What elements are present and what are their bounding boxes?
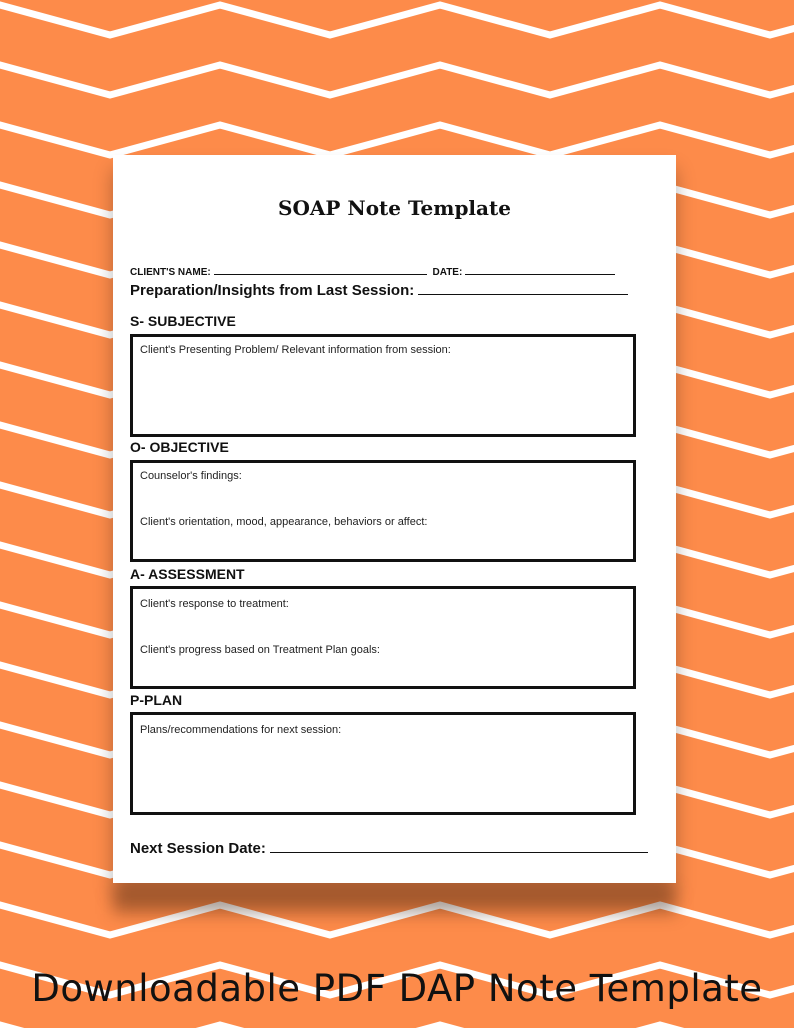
chevron-stripe	[0, 65, 794, 95]
assessment-heading: A- ASSESSMENT	[130, 566, 245, 582]
subjective-heading: S- SUBJECTIVE	[130, 313, 236, 329]
assessment-prompt-response: Client's response to treatment:	[140, 598, 289, 610]
assessment-prompt-progress: Client's progress based on Treatment Plan goals:	[140, 644, 380, 656]
subjective-box	[130, 334, 636, 437]
document-page	[113, 155, 676, 883]
next-session-blank	[270, 839, 648, 853]
plan-heading: P-PLAN	[130, 692, 183, 708]
subjective-prompt: Client's Presenting Problem/ Relevant information from session:	[140, 344, 451, 356]
preparation-label: Preparation/Insights from Last Session:	[130, 282, 415, 299]
document-title: SOAP Note Template	[278, 196, 511, 220]
chevron-stripe	[0, 125, 794, 155]
plan-prompt: Plans/recommendations for next session:	[140, 724, 342, 736]
paper-shadow	[113, 888, 676, 914]
date-label: DATE:	[432, 267, 463, 278]
objective-prompt-orientation: Client's orientation, mood, appearance, behaviors or affect:	[140, 516, 428, 528]
next-session-line	[130, 839, 648, 857]
objective-prompt-findings: Counselor's findings:	[140, 470, 242, 482]
preparation-blank	[418, 281, 628, 295]
chevron-stripe	[0, 5, 794, 35]
date-blank	[465, 265, 615, 275]
next-session-label: Next Session Date:	[130, 840, 266, 857]
preparation-line	[130, 281, 628, 299]
client-name-label: CLIENT'S NAME:	[130, 267, 211, 278]
client-name-blank	[214, 265, 427, 275]
objective-heading: O- OBJECTIVE	[130, 439, 229, 455]
objective-box	[130, 460, 636, 562]
client-info-line	[130, 265, 618, 278]
plan-box	[130, 712, 636, 815]
assessment-box	[130, 586, 636, 689]
caption-text: Downloadable PDF DAP Note Template	[31, 967, 763, 1010]
